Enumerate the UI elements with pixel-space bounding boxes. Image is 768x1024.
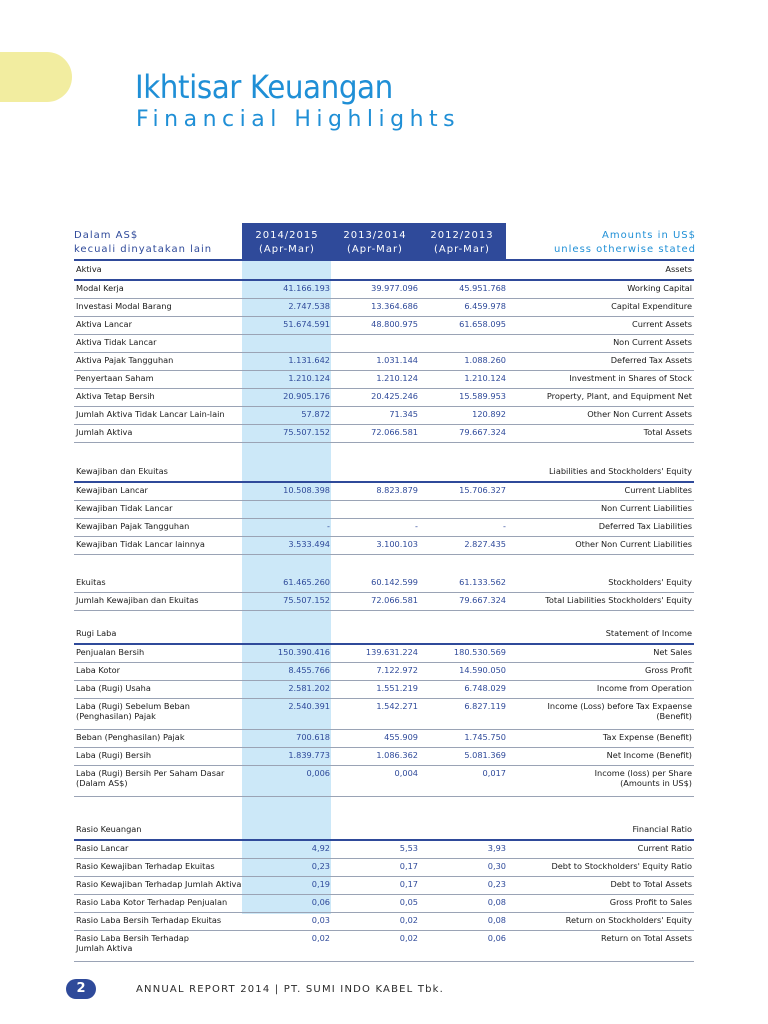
- value-cell: 0,004: [332, 766, 420, 797]
- table-spacer: [74, 797, 694, 822]
- section-header-row: [74, 625, 694, 644]
- table-row: [74, 840, 694, 859]
- value-cell: 14.590.050: [420, 663, 508, 681]
- row-label-en: Net Sales: [508, 644, 694, 663]
- row-label-en: Income (loss) per Share (Amounts in US$): [508, 766, 694, 797]
- row-label-en: Net Income (Benefit): [508, 748, 694, 766]
- value-cell: 139.631.224: [332, 644, 420, 663]
- value-cell: 0,17: [332, 859, 420, 877]
- value-cell: 3.533.494: [244, 537, 332, 555]
- table-row: [74, 644, 694, 663]
- value-cell: 1.542.271: [332, 699, 420, 730]
- value-cell: 0,02: [244, 931, 332, 962]
- section-header-row: [74, 463, 694, 482]
- row-label-en: Non Current Liabilities: [508, 501, 694, 519]
- value-cell: [420, 501, 508, 519]
- table-row: [74, 663, 694, 681]
- value-cell: 41.166.193: [244, 280, 332, 299]
- row-label-en: Current Ratio: [508, 840, 694, 859]
- table-row: [74, 913, 694, 931]
- value-cell: 1.745.750: [420, 730, 508, 748]
- row-label-en: Current Assets: [508, 317, 694, 335]
- row-label-en: Total Assets: [508, 425, 694, 443]
- footer-text: ANNUAL REPORT 2014 | PT. SUMI INDO KABEL Tbk.: [136, 983, 445, 995]
- row-label-en: Current Liablites: [508, 482, 694, 501]
- row-label-en: Debt to Total Assets: [508, 877, 694, 895]
- row-label-id: Laba (Rugi) Bersih Per Saham Dasar (Dalam AS$): [74, 766, 244, 797]
- value-cell: 180.530.569: [420, 644, 508, 663]
- value-cell: 1.210.124: [244, 371, 332, 389]
- row-label-en: Non Current Assets: [508, 335, 694, 353]
- value-cell: 2.581.202: [244, 681, 332, 699]
- value-cell: 60.142.599: [332, 575, 420, 593]
- row-label-id: Rasio Lancar: [74, 840, 244, 859]
- table-row: [74, 425, 694, 443]
- row-label-en: Income (Loss) before Tax Expaense (Benefit): [508, 699, 694, 730]
- row-label-en: Other Non Current Liabilities: [508, 537, 694, 555]
- table-spacer: [74, 555, 694, 576]
- value-cell: 6.459.978: [420, 299, 508, 317]
- row-label-id: Investasi Modal Barang: [74, 299, 244, 317]
- value-cell: 0,08: [420, 913, 508, 931]
- value-cell: 1.210.124: [420, 371, 508, 389]
- value-cell: 48.800.975: [332, 317, 420, 335]
- row-label-id: Rasio Kewajiban Terhadap Jumlah Aktiva: [74, 877, 244, 895]
- row-label-id: Aktiva Tidak Lancar: [74, 335, 244, 353]
- row-label-id: Rasio Laba Bersih Terhadap Jumlah Aktiva: [74, 931, 244, 962]
- row-label-en: Return on Stockholders' Equity: [508, 913, 694, 931]
- table-row: [74, 335, 694, 353]
- table-row: [74, 519, 694, 537]
- value-cell: 71.345: [332, 407, 420, 425]
- value-cell: 0,23: [244, 859, 332, 877]
- table-row: [74, 593, 694, 611]
- value-cell: 0,30: [420, 859, 508, 877]
- row-label-en: Other Non Current Assets: [508, 407, 694, 425]
- value-cell: 1.031.144: [332, 353, 420, 371]
- value-cell: 1.839.773: [244, 748, 332, 766]
- table-row: [74, 877, 694, 895]
- row-label-id: Laba Kotor: [74, 663, 244, 681]
- value-cell: 72.066.581: [332, 425, 420, 443]
- row-label-id: Kewajiban Pajak Tangguhan: [74, 519, 244, 537]
- value-cell: 39.977.096: [332, 280, 420, 299]
- table-row: [74, 681, 694, 699]
- page-title: Ikhtisar Keuangan: [135, 68, 393, 106]
- value-cell: [244, 335, 332, 353]
- row-label-id: Laba (Rugi) Bersih: [74, 748, 244, 766]
- value-cell: 0,17: [332, 877, 420, 895]
- table-row: [74, 699, 694, 730]
- value-cell: 1.210.124: [332, 371, 420, 389]
- table-spacer: [74, 443, 694, 464]
- row-label-en: Working Capital: [508, 280, 694, 299]
- row-label-en: Investment in Shares of Stock: [508, 371, 694, 389]
- row-label-en: Stockholders' Equity: [508, 575, 694, 593]
- row-label-id: Ekuitas: [74, 575, 244, 593]
- value-cell: 15.706.327: [420, 482, 508, 501]
- value-cell: 10.508.398: [244, 482, 332, 501]
- row-label-en: Gross Profit: [508, 663, 694, 681]
- value-cell: 2.827.435: [420, 537, 508, 555]
- row-label-id: Modal Kerja: [74, 280, 244, 299]
- table-spacer: [74, 611, 694, 626]
- value-cell: 61.658.095: [420, 317, 508, 335]
- row-label-en: Return on Total Assets: [508, 931, 694, 962]
- value-cell: 2.747.538: [244, 299, 332, 317]
- row-label-en: Debt to Stockholders' Equity Ratio: [508, 859, 694, 877]
- section-label-en: Liabilities and Stockholders' Equity: [508, 463, 694, 482]
- value-cell: 0,05: [332, 895, 420, 913]
- section-label-en: Assets: [508, 261, 694, 280]
- value-cell: 0,23: [420, 877, 508, 895]
- value-cell: 2.540.391: [244, 699, 332, 730]
- value-cell: 8.455.766: [244, 663, 332, 681]
- row-label-id: Rasio Kewajiban Terhadap Ekuitas: [74, 859, 244, 877]
- row-label-id: Kewajiban Tidak Lancar: [74, 501, 244, 519]
- value-cell: 15.589.953: [420, 389, 508, 407]
- table-row: [74, 299, 694, 317]
- page-tab-decoration: [0, 52, 72, 102]
- page-subtitle: Financial Highlights: [136, 107, 461, 132]
- row-label-id: Kewajiban Tidak Lancar lainnya: [74, 537, 244, 555]
- section-label-id: Rugi Laba: [74, 625, 244, 644]
- row-label-id: Laba (Rugi) Usaha: [74, 681, 244, 699]
- row-label-en: Capital Expenditure: [508, 299, 694, 317]
- value-cell: 6.748.029: [420, 681, 508, 699]
- value-cell: [244, 501, 332, 519]
- value-cell: 45.951.768: [420, 280, 508, 299]
- value-cell: 0,06: [244, 895, 332, 913]
- row-label-id: Aktiva Tetap Bersih: [74, 389, 244, 407]
- table-row: [74, 931, 694, 962]
- value-cell: 3,93: [420, 840, 508, 859]
- currency-note-id: Dalam AS$ kecuali dinyatakan lain: [74, 230, 213, 255]
- value-cell: 75.507.152: [244, 593, 332, 611]
- value-cell: 75.507.152: [244, 425, 332, 443]
- value-cell: 1.086.362: [332, 748, 420, 766]
- table-row: [74, 537, 694, 555]
- value-cell: 120.892: [420, 407, 508, 425]
- value-cell: -: [332, 519, 420, 537]
- row-label-en: Deferred Tax Liabilities: [508, 519, 694, 537]
- row-label-id: Kewajiban Lancar: [74, 482, 244, 501]
- section-label-id: Kewajiban dan Ekuitas: [74, 463, 244, 482]
- value-cell: 51.674.591: [244, 317, 332, 335]
- currency-note-en: Amounts in US$ unless otherwise stated: [553, 230, 696, 255]
- section-header-row: [74, 821, 694, 840]
- table-row: [74, 353, 694, 371]
- value-cell: 0,06: [420, 931, 508, 962]
- value-cell: 0,02: [332, 913, 420, 931]
- value-cell: 0,006: [244, 766, 332, 797]
- section-header-row: [74, 261, 694, 280]
- value-cell: -: [244, 519, 332, 537]
- row-label-id: Jumlah Aktiva: [74, 425, 244, 443]
- value-cell: 1.131.642: [244, 353, 332, 371]
- value-cell: 0,03: [244, 913, 332, 931]
- section-label-en: Financial Ratio: [508, 821, 694, 840]
- value-cell: 455.909: [332, 730, 420, 748]
- row-label-en: Gross Profit to Sales: [508, 895, 694, 913]
- row-label-en: Deferred Tax Assets: [508, 353, 694, 371]
- value-cell: 5.081.369: [420, 748, 508, 766]
- table-row: [74, 389, 694, 407]
- row-label-id: Rasio Laba Bersih Terhadap Ekuitas: [74, 913, 244, 931]
- section-label-en: Statement of Income: [508, 625, 694, 644]
- page-number: 2: [66, 979, 96, 999]
- row-label-id: Laba (Rugi) Sebelum Beban (Penghasilan) Pajak: [74, 699, 244, 730]
- table-row: [74, 407, 694, 425]
- column-header-2012-2013: 2012/2013 (Apr-Mar): [430, 230, 494, 255]
- value-cell: 13.364.686: [332, 299, 420, 317]
- value-cell: 72.066.581: [332, 593, 420, 611]
- table-row: [74, 501, 694, 519]
- value-cell: 0,08: [420, 895, 508, 913]
- page-footer: [66, 979, 444, 999]
- value-cell: 7.122.972: [332, 663, 420, 681]
- table-row: [74, 317, 694, 335]
- value-cell: 79.667.324: [420, 425, 508, 443]
- table-row: [74, 895, 694, 913]
- row-label-id: Beban (Penghasilan) Pajak: [74, 730, 244, 748]
- value-cell: 61.133.562: [420, 575, 508, 593]
- value-cell: 8.823.879: [332, 482, 420, 501]
- value-cell: 0,19: [244, 877, 332, 895]
- section-label-id: Rasio Keuangan: [74, 821, 244, 840]
- value-cell: 1.088.260: [420, 353, 508, 371]
- value-cell: 4,92: [244, 840, 332, 859]
- row-label-id: Rasio Laba Kotor Terhadap Penjualan: [74, 895, 244, 913]
- table-row: [74, 748, 694, 766]
- value-cell: 150.390.416: [244, 644, 332, 663]
- value-cell: 61.465.260: [244, 575, 332, 593]
- row-label-id: Penjualan Bersih: [74, 644, 244, 663]
- table-row: [74, 482, 694, 501]
- value-cell: 57.872: [244, 407, 332, 425]
- row-label-en: Tax Expense (Benefit): [508, 730, 694, 748]
- value-cell: 20.425.246: [332, 389, 420, 407]
- value-cell: [332, 501, 420, 519]
- table-row: [74, 766, 694, 797]
- row-label-id: Jumlah Aktiva Tidak Lancar Lain-lain: [74, 407, 244, 425]
- table-row: [74, 280, 694, 299]
- financial-highlights-table: [74, 261, 694, 962]
- value-cell: 6.827.119: [420, 699, 508, 730]
- value-cell: [420, 335, 508, 353]
- table-row: [74, 371, 694, 389]
- value-cell: 79.667.324: [420, 593, 508, 611]
- value-cell: 1.551.219: [332, 681, 420, 699]
- table-row: [74, 575, 694, 593]
- value-cell: 20.905.176: [244, 389, 332, 407]
- value-cell: 0,017: [420, 766, 508, 797]
- row-label-en: Property, Plant, and Equipment Net: [508, 389, 694, 407]
- row-label-id: Penyertaan Saham: [74, 371, 244, 389]
- row-label-id: Jumlah Kewajiban dan Ekuitas: [74, 593, 244, 611]
- table-row: [74, 859, 694, 877]
- row-label-en: Income from Operation: [508, 681, 694, 699]
- value-cell: 0,02: [332, 931, 420, 962]
- column-header-2014-2015: 2014/2015 (Apr-Mar): [255, 230, 319, 255]
- value-cell: -: [420, 519, 508, 537]
- section-label-id: Aktiva: [74, 261, 244, 280]
- row-label-en: Total Liabilities Stockholders' Equity: [508, 593, 694, 611]
- row-label-id: Aktiva Lancar: [74, 317, 244, 335]
- table-row: [74, 730, 694, 748]
- row-label-id: Aktiva Pajak Tangguhan: [74, 353, 244, 371]
- value-cell: 3.100.103: [332, 537, 420, 555]
- column-header-2013-2014: 2013/2014 (Apr-Mar): [343, 230, 407, 255]
- value-cell: 700.618: [244, 730, 332, 748]
- value-cell: 5,53: [332, 840, 420, 859]
- value-cell: [332, 335, 420, 353]
